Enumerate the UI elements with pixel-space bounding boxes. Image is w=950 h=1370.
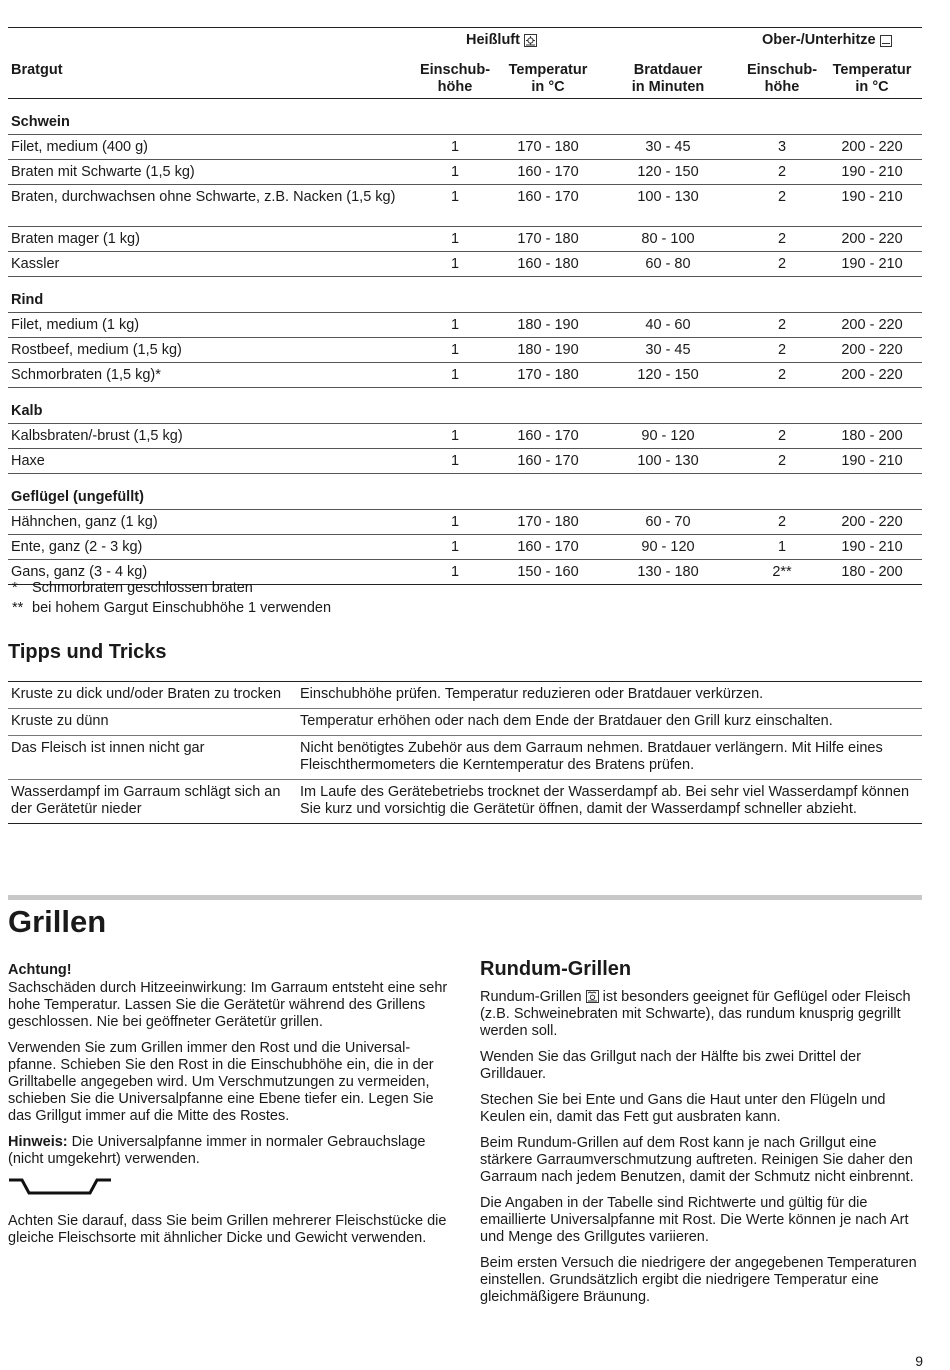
cell-temp-oberunter: 190 - 210 — [841, 189, 903, 205]
cell-bratgut: Rostbeef, medium (1,5 kg) — [11, 342, 182, 358]
tips-row — [8, 709, 922, 736]
tips-row — [8, 736, 922, 780]
rundum-paragraph-6: Beim ersten Versuch die niedrigere der angegebenen Temperaturen einstellen. Grundsätzlich ergibt die niedrigere Temperatur eine gleichmäßigere Bräunung. — [480, 1255, 917, 1305]
rundum-paragraph-2: Wenden Sie das Grillgut nach der Hälfte bis zwei Drittel der Grilldauer. — [480, 1049, 861, 1082]
cell-einschub-heissluft: 1 — [450, 453, 460, 469]
cell-temp-heissluft: 170 - 180 — [517, 367, 579, 383]
rundum-paragraph-5: Die Angaben in der Tabelle sind Richtwerte und gültig für die emaillierte Universalpfanne mit Rost. Die Werte können je nach Art und Menge des Grillgutes variieren. — [480, 1195, 909, 1245]
cell-temp-heissluft: 180 - 190 — [517, 342, 579, 358]
cell-temp-heissluft: 160 - 170 — [517, 164, 579, 180]
table-group-header — [8, 27, 922, 55]
table-column-header — [8, 55, 922, 99]
cell-einschub-heissluft: 1 — [450, 189, 460, 205]
cell-bratgut: Braten mager (1 kg) — [11, 231, 140, 247]
rundum-paragraph-3: Stechen Sie bei Ente und Gans die Haut unter den Flügeln und Keulen ein, damit das Fett gut ausbraten kann. — [480, 1092, 886, 1125]
cell-einschub-oberunter: 2 — [777, 231, 787, 247]
tips-solution: Einschubhöhe prüfen. Temperatur reduzieren oder Bratdauer verkürzen. — [300, 686, 764, 702]
category-label: Schwein — [11, 114, 70, 130]
cell-einschub-oberunter: 1 — [777, 539, 787, 555]
cell-temp-heissluft: 160 - 180 — [517, 256, 579, 272]
cell-einschub-oberunter: 2 — [777, 164, 787, 180]
category-label: Rind — [11, 292, 44, 308]
cell-temp-oberunter: 200 - 220 — [841, 367, 903, 383]
cell-einschub-heissluft: 1 — [450, 256, 460, 272]
cell-temp-heissluft: 170 - 180 — [517, 514, 579, 530]
tips-problem: Kruste zu dick und/oder Braten zu trocken — [11, 686, 282, 702]
table-row — [8, 185, 922, 227]
cell-bratgut: Filet, medium (400 g) — [11, 139, 148, 155]
cell-temp-heissluft: 150 - 160 — [517, 564, 579, 580]
footnote-2: ** bei hohem Gargut Einschubhöhe 1 verwenden — [12, 600, 332, 616]
cell-einschub-oberunter: 2 — [777, 428, 787, 444]
oberunter-label: Ober-/Unterhitze — [762, 32, 876, 48]
table-row — [8, 449, 922, 474]
cell-temp-oberunter: 190 - 210 — [841, 164, 903, 180]
cell-temp-oberunter: 190 - 210 — [841, 256, 903, 272]
cell-bratdauer: 130 - 180 — [637, 564, 699, 580]
grillen-paragraph-2: Verwenden Sie zum Grillen immer den Rost und die Universalpfanne. Schieben Sie den Rost in die Einschubhöhe ein, die in der Grilltabelle angegeben wird. Um Verschmutzungen zu vermeiden, schieben Sie die Universalpfanne eine Ebene tiefer ein. Legen Sie das Grillgut immer auf die Mitte des Rostes. — [8, 1040, 434, 1124]
table-row — [8, 135, 922, 160]
tips-solution: Temperatur erhöhen oder nach dem Ende der Bratdauer den Grill kurz einschalten. — [300, 713, 833, 729]
cell-bratgut: Braten mit Schwarte (1,5 kg) — [11, 164, 195, 180]
table-row — [8, 313, 922, 338]
category-row — [8, 99, 922, 135]
col-temp-oberunter: Temperatur in °C — [832, 62, 912, 95]
table-row — [8, 510, 922, 535]
category-row — [8, 388, 922, 424]
cell-einschub-heissluft: 1 — [450, 539, 460, 555]
section-divider — [8, 895, 922, 900]
cell-bratgut: Filet, medium (1 kg) — [11, 317, 140, 333]
cell-einschub-oberunter: 2 — [777, 453, 787, 469]
col-einschub-oberunter: Einschub- höhe — [746, 62, 818, 95]
cell-temp-heissluft: 160 - 170 — [517, 428, 579, 444]
footnote-1: * Schmorbraten geschlossen braten — [12, 580, 253, 596]
grillen-paragraph-1: Sachschäden durch Hitzeeinwirkung: Im Garraum entsteht eine sehr hohe Temperatur. Lassen Sie die Gerätetür während des Grillens geschlossen. Nie bei geöffneter Gerätetür grillen. — [8, 980, 448, 1030]
cell-einschub-oberunter: 2 — [777, 189, 787, 205]
cell-einschub-heissluft: 1 — [450, 514, 460, 530]
cell-einschub-oberunter: 2 — [777, 367, 787, 383]
heissluft-label: Heißluft — [466, 32, 520, 48]
cell-bratdauer: 100 - 130 — [637, 189, 699, 205]
cell-einschub-heissluft: 1 — [450, 342, 460, 358]
circulating-grill-icon — [586, 990, 599, 1003]
cell-bratgut: Kassler — [11, 256, 60, 272]
cell-bratgut: Ente, ganz (2 - 3 kg) — [11, 539, 143, 555]
cell-bratgut: Braten, durchwachsen ohne Schwarte, z.B. Nacken (1,5 kg) — [11, 189, 396, 205]
cell-temp-oberunter: 200 - 220 — [841, 514, 903, 530]
cell-einschub-oberunter: 2 — [777, 317, 787, 333]
tips-row — [8, 682, 922, 709]
cell-bratdauer: 60 - 80 — [645, 256, 691, 272]
cell-temp-heissluft: 160 - 170 — [517, 189, 579, 205]
cell-einschub-heissluft: 1 — [450, 231, 460, 247]
cell-temp-heissluft: 160 - 170 — [517, 539, 579, 555]
heissluft-group-header — [466, 32, 537, 49]
tips-table — [8, 681, 922, 824]
cell-temp-oberunter: 200 - 220 — [841, 317, 903, 333]
category-row — [8, 277, 922, 313]
cell-einschub-oberunter: 2 — [777, 256, 787, 272]
cell-bratgut: Kalbsbraten/-brust (1,5 kg) — [11, 428, 183, 444]
rundum-column — [480, 989, 922, 1315]
cell-temp-oberunter: 200 - 220 — [841, 231, 903, 247]
cell-bratdauer: 80 - 100 — [641, 231, 695, 247]
cell-temp-heissluft: 170 - 180 — [517, 231, 579, 247]
tips-title: Tipps und Tricks — [8, 641, 167, 663]
tips-solution: Im Laufe des Gerätebetriebs trocknet der Wasserdampf ab. Bei sehr viel Wasserdampf können Sie kurz und vorsichtig die Gerätetür öffnen, damit der Wasserdampf schneller abzieht. — [300, 784, 910, 817]
page-number: 9 — [915, 1353, 923, 1369]
cell-temp-heissluft: 160 - 170 — [517, 453, 579, 469]
table-row — [8, 363, 922, 388]
rundum-paragraph-4: Beim Rundum-Grillen auf dem Rost kann je nach Grillgut eine stärkere Garraumverschmutzung auftreten. Reinigen Sie daher den Garraum nach jedem Benutzen, damit der Schmutz nicht einbrennt. — [480, 1135, 914, 1185]
table-body — [8, 99, 922, 585]
table-row — [8, 338, 922, 363]
achtung-label: Achtung! — [8, 962, 72, 978]
grillen-left-column — [8, 962, 450, 1256]
cell-bratdauer: 120 - 150 — [637, 367, 699, 383]
cell-einschub-oberunter: 2 — [777, 514, 787, 530]
tips-solution: Nicht benötigtes Zubehör aus dem Garraum nehmen. Bratdauer verlängern. Mit Hilfe eines Fleischthermometers die Kerntemperatur des Bratens prüfen. — [300, 740, 883, 773]
cell-temp-oberunter: 180 - 200 — [841, 564, 903, 580]
oberunter-group-header — [762, 32, 892, 49]
cell-bratgut: Hähnchen, ganz (1 kg) — [11, 514, 158, 530]
cell-temp-heissluft: 170 - 180 — [517, 139, 579, 155]
cell-temp-heissluft: 180 - 190 — [517, 317, 579, 333]
cell-temp-oberunter: 200 - 220 — [841, 139, 903, 155]
category-label: Geflügel (ungefüllt) — [11, 489, 144, 505]
cell-einschub-heissluft: 1 — [450, 428, 460, 444]
col-einschub-heissluft: Einschub- höhe — [419, 62, 491, 95]
cell-einschub-oberunter: 2** — [772, 564, 792, 580]
cell-einschub-heissluft: 1 — [450, 139, 460, 155]
cell-einschub-heissluft: 1 — [450, 564, 460, 580]
cell-temp-oberunter: 200 - 220 — [841, 342, 903, 358]
cell-bratdauer: 90 - 120 — [641, 428, 695, 444]
table-row — [8, 535, 922, 560]
cell-temp-oberunter: 190 - 210 — [841, 539, 903, 555]
cell-einschub-oberunter: 3 — [777, 139, 787, 155]
tips-problem: Das Fleisch ist innen nicht gar — [11, 740, 205, 756]
cell-bratdauer: 30 - 45 — [645, 342, 691, 358]
cell-bratdauer: 60 - 70 — [645, 514, 691, 530]
roast-table — [8, 27, 922, 585]
cell-temp-oberunter: 190 - 210 — [841, 453, 903, 469]
fan-oven-icon — [524, 34, 537, 47]
cell-einschub-heissluft: 1 — [450, 367, 460, 383]
table-row — [8, 160, 922, 185]
col-bratdauer: Bratdauer in Minuten — [631, 62, 705, 95]
cell-einschub-heissluft: 1 — [450, 164, 460, 180]
cell-einschub-oberunter: 2 — [777, 342, 787, 358]
cell-bratdauer: 90 - 120 — [641, 539, 695, 555]
cell-bratdauer: 40 - 60 — [645, 317, 691, 333]
table-row — [8, 227, 922, 252]
rundum-title: Rundum-Grillen — [480, 958, 632, 980]
cell-bratdauer: 120 - 150 — [637, 164, 699, 180]
table-row — [8, 252, 922, 277]
tips-problem: Kruste zu dünn — [11, 713, 109, 729]
cell-bratgut: Haxe — [11, 453, 45, 469]
category-row — [8, 474, 922, 510]
universal-pan-icon — [8, 1177, 112, 1197]
tips-row — [8, 780, 922, 823]
rundum-paragraph-1: Rundum-Grillen ist besonders geeignet für Geflügel oder Fleisch (z.B. Schweinebraten mit Schwarte), das rundum knusprig gegrillt werden soll. — [480, 989, 911, 1039]
col-bratgut: Bratgut — [11, 62, 63, 78]
cell-bratdauer: 30 - 45 — [645, 139, 691, 155]
cell-bratgut: Schmorbraten (1,5 kg)* — [11, 367, 161, 383]
cell-bratgut: Gans, ganz (3 - 4 kg) — [11, 564, 148, 580]
cell-temp-oberunter: 180 - 200 — [841, 428, 903, 444]
category-label: Kalb — [11, 403, 43, 419]
col-temp-heissluft: Temperatur in °C — [508, 62, 588, 95]
grillen-title: Grillen — [8, 904, 107, 939]
grillen-paragraph-3: Achten Sie darauf, dass Sie beim Grillen mehrerer Fleischstücke die gleiche Fleischsorte mit ähnlicher Dicke und Gewicht verwenden. — [8, 1213, 447, 1246]
hinweis-paragraph: Hinweis: Die Universalpfanne immer in normaler Gebrauchslage (nicht umgekehrt) verwenden. — [8, 1134, 426, 1167]
cell-bratdauer: 100 - 130 — [637, 453, 699, 469]
top-bottom-heat-icon — [880, 35, 892, 47]
cell-einschub-heissluft: 1 — [450, 317, 460, 333]
table-row — [8, 424, 922, 449]
tips-problem: Wasserdampf im Garraum schlägt sich an der Gerätetür nieder — [11, 784, 281, 817]
